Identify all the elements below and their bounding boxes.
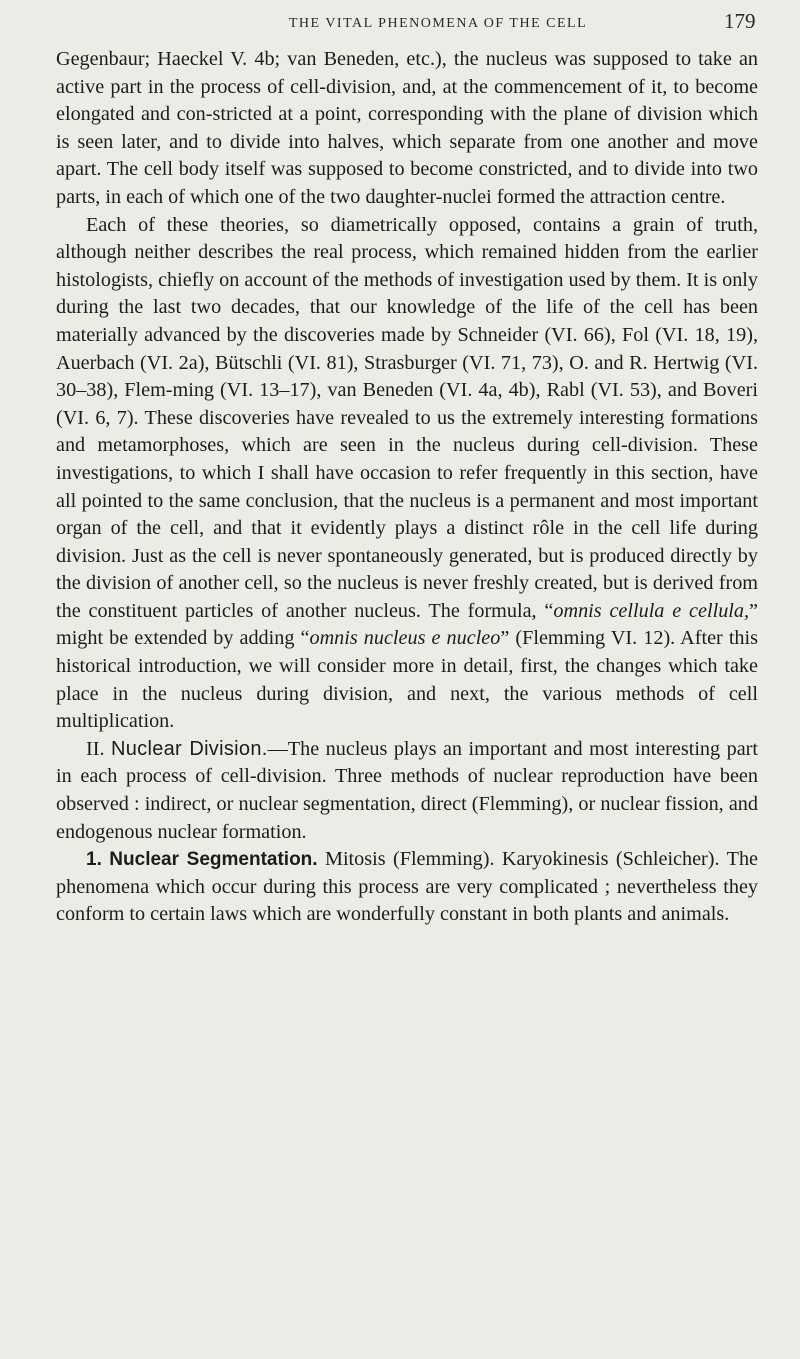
section-numeral: II. (86, 737, 105, 760)
section-heading: Nuclear Division. (111, 737, 268, 760)
paragraph-text: Each of these theories, so diametrically opposed, contains a grain of truth, although neither describes the real process, which remained hidden from the earlier histologists, chiefly on account of the methods of investigation used by them. It is only during the last two decades, that our knowledge of the life of the cell has been materially advanced by the discoveries made by Schneider (VI. 66), Fol (VI. 18, 19), Auerbach (VI. 2a), Bütschli (VI. 81), Strasburger (VI. 71, 73), O. and R. Hertwig (VI. 30–38), Flem-ming (VI. 13–17), van Beneden (VI. 4a, 4b), Rabl (VI. 53), and Boveri (VI. 6, 7). These discoveries have revealed to us the extremely interesting formations and metamorphoses, which are seen in the nucleus during cell-division. These investigations, to which I shall have occasion to refer frequently in this section, have all pointed to the same conclusion, that the nucleus is a permanent and most important organ of the cell, and that it evidently plays a distinct rôle in the cell life during division. Just as the cell is never spontaneously generated, but is produced directly by the division of another cell, so the nucleus is never freshly created, but is derived from the constituent particles of another nucleus. The formula, “ (56, 213, 758, 622)
paragraph-theories (56, 212, 758, 736)
subsection-numeral: 1. (86, 849, 102, 871)
page-number: 179 (724, 9, 756, 33)
subsection-heading: Nuclear Segmentation. (109, 849, 318, 871)
paragraph-text: —The nucleus plays an important and most interesting part in each process of cell-division. Three methods of nuclear reproduction have been observed : indirect, or nuclear segmentation, direct (Flemming), or nuclear fission, and endogenous nuclear formation. (56, 737, 758, 843)
paragraph-text: ” might be extended by adding “ (56, 599, 759, 650)
body-text (56, 46, 758, 929)
latin-formula: omnis nucleus e nucleo (309, 627, 501, 650)
paragraph-text: Mitosis (Flemming). Karyokinesis (Schleicher). The phenomena which occur during this process are very complicated ; nevertheless they conform to certain laws which are wonderfully constant in both plants and animals. (56, 848, 759, 926)
paragraph-continuation (56, 46, 758, 212)
section-nuclear-segmentation (56, 846, 758, 929)
paragraph-text: Gegenbaur; Haeckel V. 4b; van Beneden, etc.), the nucleus was supposed to take an active part in the process of cell-division, and, at the commencement of it, to become elongated and con-stricted at a point, corresponding with the plane of division which is seen later, and to divide into halves, which separate from one another and move apart. The cell body itself was supposed to become constricted, and to divide into two parts, in each of which one of the two daughter-nuclei formed the attraction centre. (56, 48, 758, 208)
paragraph-text: ” (Flemming VI. 12). After this historical introduction, we will consider more in detail, first, the changes which take place in the nucleus during division, and next, the various methods of cell multiplication. (56, 627, 758, 733)
running-head: THE VITAL PHENOMENA OF THE CELL (288, 16, 588, 31)
section-nuclear-division (56, 736, 758, 846)
latin-formula: omnis cellula e cellula, (553, 599, 750, 622)
